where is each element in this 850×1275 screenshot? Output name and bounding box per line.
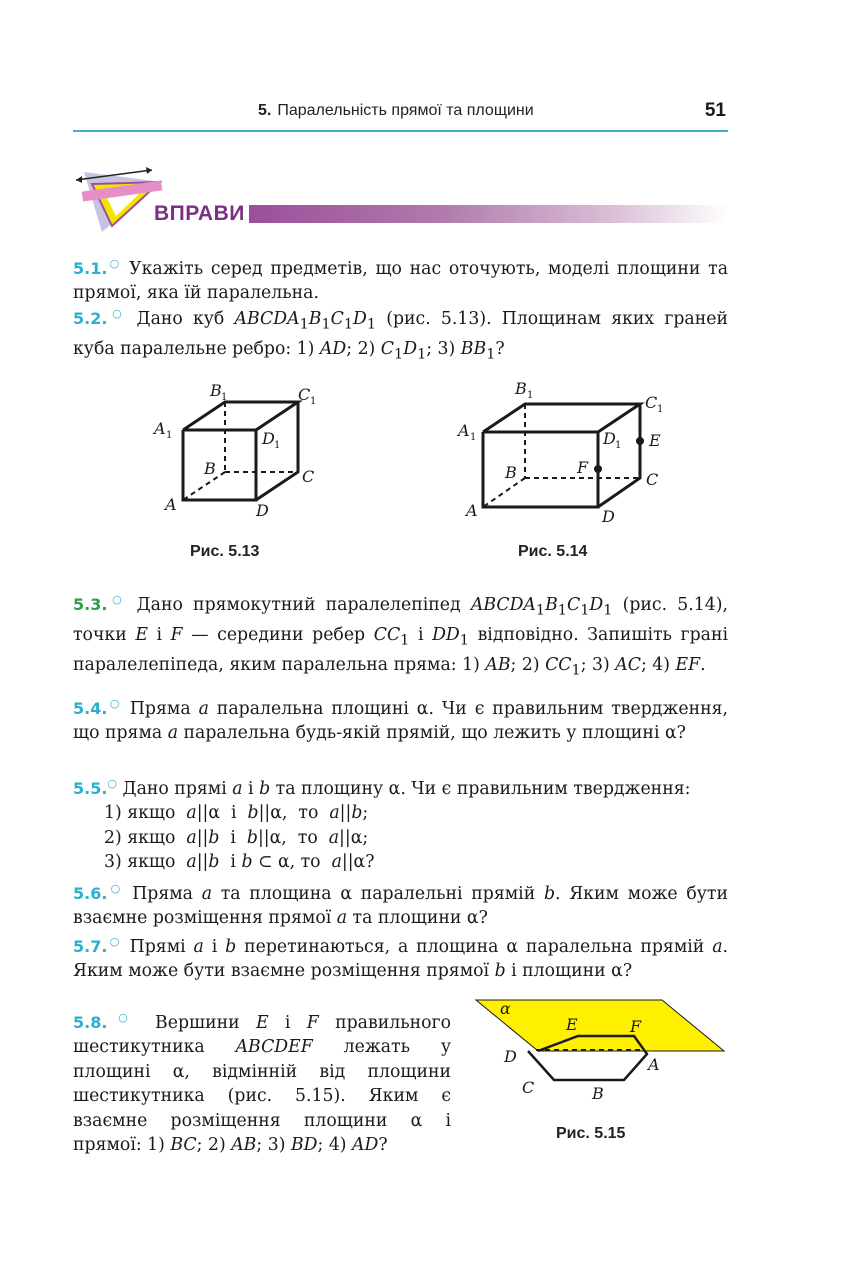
label-A1: A xyxy=(458,421,470,440)
svg-text:1: 1 xyxy=(615,440,622,451)
exercise-number: 5.3. xyxy=(73,594,108,614)
figure-5-14 xyxy=(455,372,685,532)
label-B: B xyxy=(505,463,517,482)
exercise-5-1: 5.1.○ Укажіть серед предметів, що нас оточують, моделі площини та прямої, яка їй паралельна. xyxy=(73,257,728,304)
svg-text:1: 1 xyxy=(221,392,228,403)
label-D: D xyxy=(504,1047,517,1066)
chapter-title-text: Паралельність прямої та площини xyxy=(277,102,534,119)
label-F: F xyxy=(630,1017,642,1036)
section-band xyxy=(249,205,729,223)
exercise-number: 5.6. xyxy=(73,883,108,903)
svg-text:1: 1 xyxy=(166,430,173,441)
figure-5-15 xyxy=(474,996,729,1108)
figure-5-13 xyxy=(150,370,340,530)
exercise-number: 5.1. xyxy=(73,258,108,278)
page-header xyxy=(73,100,728,132)
label-B1: B xyxy=(515,379,527,398)
exercise-text: Пряма a паралельна площині α. Чи є правильним твердження, що пряма a паралельна будь-якій прямій, що лежить у площині α? xyxy=(73,698,728,744)
label-C: C xyxy=(646,470,659,489)
label-B: B xyxy=(204,459,216,478)
condition-line-1: 1) якщо a||α і b||α, то a||b; xyxy=(104,803,369,824)
label-A1: A xyxy=(154,419,166,438)
caption-5-13: Рис. 5.13 xyxy=(190,543,260,560)
exercise-text: Дано прямокутний паралелепіпед $ABCDA_1B_1C_1D_1$ (рис. 5.14), точки E і F — середини ребер $CC_1$ і $DD_1$ відповідно. Запишіть грані паралелепіпеда, яким паралельна пряма: 1) AB; 2) $CC_1$; 3) AC; 4) EF. xyxy=(73,594,729,679)
page-number: 51 xyxy=(704,100,726,121)
label-C1: C xyxy=(298,385,311,404)
exercise-number: 5.4. xyxy=(73,698,108,718)
label-alpha: α xyxy=(500,999,511,1018)
label-D1: D xyxy=(262,429,275,448)
condition-line-2: 2) якщо a||b і b||α, то a||α; xyxy=(104,827,369,848)
svg-text:1: 1 xyxy=(310,396,317,407)
label-B1: B xyxy=(210,381,222,400)
caption-5-14: Рис. 5.14 xyxy=(518,543,588,560)
ruler-triangle-icon xyxy=(72,164,167,234)
exercise-text: Пряма a та площина α паралельні прямій b. Яким може бути взаємне розміщення прямої a та площини α? xyxy=(73,883,728,929)
chapter-number: 5. xyxy=(258,102,272,119)
label-D1: D xyxy=(603,429,616,448)
section-title: ВПРАВИ xyxy=(154,202,245,225)
exercise-number: 5.8. xyxy=(73,1012,108,1032)
exercise-number: 5.7. xyxy=(73,936,108,956)
exercise-5-6: 5.6.○ Пряма a та площина α паралельні прямій b. Яким може бути взаємне розміщення прямої a та площини α? xyxy=(73,882,728,929)
label-A: A xyxy=(165,495,177,514)
exercise-5-2: 5.2.○ Дано куб $ABCDA_1B_1C_1D_1$ (рис. 5.13). Площинам яких граней куба паралельне ребро: 1) AD; 2) $C_1D_1$; 3) $BB_1$? xyxy=(73,307,728,363)
label-C: C xyxy=(302,467,315,486)
caption-5-15: Рис. 5.15 xyxy=(556,1125,626,1142)
exercise-number: 5.2. xyxy=(73,308,108,328)
label-E: E xyxy=(649,431,661,450)
svg-text:1: 1 xyxy=(470,432,477,443)
label-A: A xyxy=(466,501,478,520)
label-E: E xyxy=(566,1015,578,1034)
label-D: D xyxy=(256,501,269,520)
exercise-text: Дано куб $ABCDA_1B_1C_1D_1$ (рис. 5.13). Площинам яких граней куба паралельне ребро: 1) AD; 2) $C_1D_1$; 3) $BB_1$? xyxy=(73,308,728,363)
exercise-number: 5.5. xyxy=(73,778,108,798)
exercise-text: Вершини E і F правильного шестикутника ABCDEF лежать у площині α, відмінній від площини шестикутника (рис. 5.15). Яким є взаємне розміщення площини α і прямої: 1) BC; 2) AB; 3) BD; 4) AD? xyxy=(73,1012,452,1156)
exercise-5-8: 5.8.○ Вершини E і F правильного шестикутника ABCDEF лежать у площині α, відмінній від площини шестикутника (рис. 5.15). Яким є взаємне розміщення площини α і прямої: 1) BC; 2) AB; 3) BD; 4) AD? xyxy=(73,1011,452,1156)
exercise-text: Дано прямі a і b та площину α. Чи є правильним твердження: xyxy=(122,778,691,799)
label-F: F xyxy=(577,458,589,477)
svg-text:1: 1 xyxy=(657,404,664,415)
condition-line-3: 3) якщо a||b і b ⊂ α, то a||α? xyxy=(104,852,375,873)
label-B: B xyxy=(592,1084,604,1103)
exercises-heading xyxy=(72,164,732,234)
chapter-title xyxy=(258,102,534,120)
label-C1: C xyxy=(645,393,658,412)
exercise-text: Прямі a і b перетинаються, а площина α паралельна прямій a. Яким може бути взаємне розміщення прямої b і площини α? xyxy=(73,936,728,982)
label-C: C xyxy=(522,1078,535,1097)
exercise-5-3: 5.3.○ Дано прямокутний паралелепіпед $ABCDA_1B_1C_1D_1$ (рис. 5.14), точки E і F — середини ребер $CC_1$ і $DD_1$ відповідно. Запишіть грані паралелепіпеда, яким паралельна пряма: 1) AB; 2) $CC_1$; 3) AC; 4) EF. xyxy=(73,593,729,679)
label-D: D xyxy=(602,507,615,526)
svg-text:1: 1 xyxy=(527,390,534,401)
exercise-5-7: 5.7.○ Прямі a і b перетинаються, а площина α паралельна прямій a. Яким може бути взаємне розміщення прямої b і площини α? xyxy=(73,935,728,982)
label-A: A xyxy=(648,1055,660,1074)
svg-text:1: 1 xyxy=(274,440,281,451)
exercise-5-5: 5.5.○ Дано прямі a і b та площину α. Чи є правильним твердження: 1) якщо a||α і b||α, то a||b; 2) якщо a||b і b||α, то a||α; 3) якщо a||b і b ⊂ α, то a||α? xyxy=(73,772,728,875)
exercise-5-4: 5.4.○ Пряма a паралельна площині α. Чи є правильним твердження, що пряма a паралельна будь-якій прямій, що лежить у площині α? xyxy=(73,697,728,744)
exercise-text: Укажіть серед предметів, що нас оточують, моделі площини та прямої, яка їй паралельна. xyxy=(73,258,728,304)
